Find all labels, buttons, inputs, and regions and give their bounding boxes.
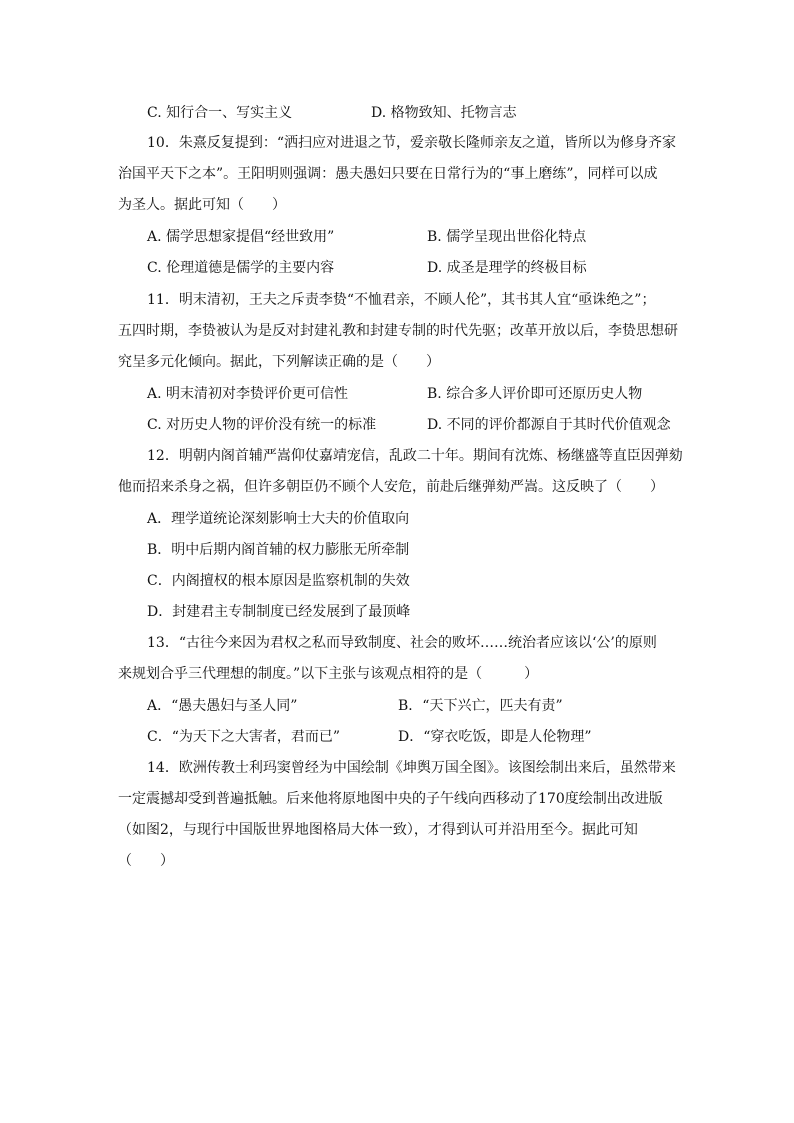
q12-option-d: D．封建君主专制制度已经发展到了最顶峰 [147, 604, 411, 620]
q12-stem-line: 12．明朝内阁首辅严嵩仰仗嘉靖宠信，乱政二十年。期间有沈炼、杨继盛等直臣因弹劾 [147, 448, 683, 464]
q10-stem-line: 为圣人。据此可知（ ） [118, 197, 286, 213]
q11-stem-line: 11．明末清初，王夫之斥责李贽“不恤君亲，不顾人伦”，其书其人宜“亟诛绝之”； [147, 292, 656, 308]
q11-option-d: D. 不同的评价都源自于其时代价值观念 [427, 417, 671, 433]
q11-stem-line: 究呈多元化倾向。据此，下列解读正确的是（ ） [118, 354, 440, 370]
q10-option-d: D. 成圣是理学的终极目标 [427, 260, 587, 276]
q12-option-c: C．内阁擅权的根本原因是监察机制的失效 [147, 573, 410, 589]
q11-option-b: B. 综合多人评价即可还原历史人物 [427, 386, 643, 402]
q13-option-c: C．“为天下之大害者，君而已” [147, 729, 341, 745]
q13-option-d: D．“穿衣吃饭，即是人伦物理” [398, 729, 592, 745]
q11-option-c: C. 对历史人物的评价没有统一的标准 [147, 417, 377, 433]
q10-stem-line: 治国平天下之本”。王阳明则强调：愚夫愚妇只要在日常行为的“事上磨练”，同样可以成 [118, 166, 658, 182]
q13-stem-line: 13．“古往今来因为君权之私而导致制度、社会的败坏……统治者应该以‘公’的原则 [147, 635, 657, 651]
q11-option-a: A. 明末清初对李贽评价更可信性 [147, 386, 349, 402]
q9-option-d: D. 格物致知、托物言志 [371, 105, 517, 121]
q12-stem-line: 他而招来杀身之祸，但许多朝臣仍不顾个人安危，前赴后继弹劾严嵩。这反映了（ ） [118, 479, 664, 495]
q9-option-c: C. 知行合一、写实主义 [147, 105, 293, 121]
q14-stem-line: 14．欧洲传教士利玛窦曾经为中国绘制《坤舆万国全图》。该图绘制出来后，虽然带来 [147, 760, 676, 776]
q10-option-c: C. 伦理道德是儒学的主要内容 [147, 260, 335, 276]
q13-stem-line: 来规划合乎三代理想的制度。”以下主张与该观点相符的是（ ） [118, 666, 539, 682]
q12-option-b: B．明中后期内阁首辅的权力膨胀无所牵制 [147, 542, 410, 558]
q11-stem-line: 五四时期，李贽被认为是反对封建礼教和封建专制的时代先驱；改革开放以后，李贽思想研 [118, 323, 678, 339]
q10-stem-line: 10．朱熹反复提到：“洒扫应对进退之节，爱亲敬长隆师亲友之道，皆所以为修身齐家 [147, 135, 676, 151]
q14-stem-line: （如图2，与现行中国版世界地图格局大体一致），才得到认可并沿用至今。据此可知 [118, 822, 638, 838]
q14-stem-line: 一定震撼却受到普遍抵触。后来他将原地图中央的子午线向西移动了170度绘制出改进版 [118, 791, 663, 807]
q12-option-a: A．理学道统论深刻影响士大夫的价值取向 [147, 511, 410, 527]
q13-option-b: B．“天下兴亡，匹夫有责” [398, 698, 563, 714]
q14-stem-line: （ ） [118, 853, 174, 869]
q10-option-a: A. 儒学思想家提倡“经世致用” [147, 229, 335, 245]
q13-option-a: A．“愚夫愚妇与圣人同” [147, 698, 298, 714]
q10-option-b: B. 儒学呈现出世俗化特点 [427, 229, 587, 245]
